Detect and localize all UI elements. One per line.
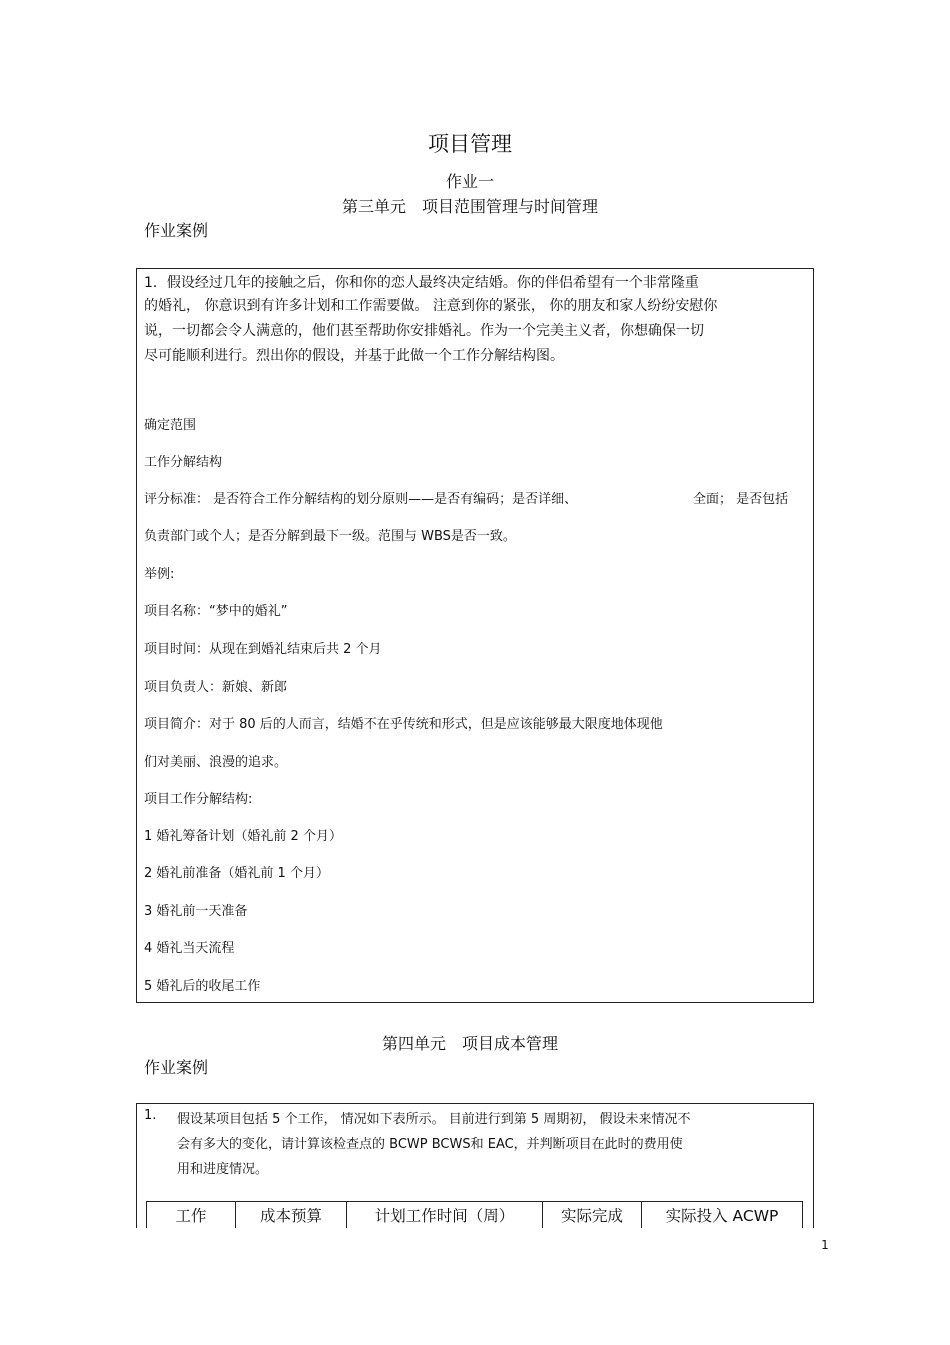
question-number: 1. — [144, 1108, 157, 1123]
criteria-line-1-end: 全面； 是否包括 — [693, 492, 789, 507]
project-owner: 项目负责人：新娘、新郎 — [144, 680, 288, 695]
table-header-cell: 工作 — [147, 1202, 236, 1229]
table-header-cell: 计划工作时间（周） — [347, 1202, 543, 1229]
question-line: 会有多大的变化，请计算该检查点的 BCWP BCWS和 EAC，并判断项目在此时的费用使 — [177, 1137, 683, 1152]
question-line: 用和进度情况。 — [177, 1162, 269, 1177]
unit3-title: 第三单元 项目范围管理与时间管理 — [341, 197, 598, 216]
case-box-unit3 — [136, 268, 814, 1003]
wbs-item: 4 婚礼当天流程 — [144, 941, 235, 956]
question-line: 的婚礼， 你意识到有许多计划和工作需要做。 注意到你的紧张， 你的朋友和家人纷纷安慰你 — [144, 298, 718, 314]
wbs-item: 2 婚礼前准备（婚礼前 1 个月） — [144, 866, 329, 881]
unit4-title: 第四单元 项目成本管理 — [381, 1034, 558, 1053]
table-header-row — [147, 1202, 803, 1229]
table-header-cell: 实际完成 — [543, 1202, 642, 1229]
project-name: 项目名称：“梦中的婚礼” — [144, 604, 288, 619]
project-time: 项目时间：从现在到婚礼结束后共 2 个月 — [144, 642, 382, 657]
question-line: 1．假设经过几年的接触之后，你和你的恋人最终决定结婚。你的伴侣希望有一个非常隆重 — [144, 275, 699, 291]
case-label: 作业案例 — [144, 1058, 209, 1077]
wbs-list-heading: 项目工作分解结构: — [144, 792, 253, 807]
table-header-cell: 成本预算 — [236, 1202, 347, 1229]
case-label: 作业案例 — [144, 221, 209, 240]
project-intro: 项目简介：对于 80 后的人而言，结婚不在乎传统和形式，但是应该能够最大限度地体现他 — [144, 717, 663, 732]
assignment-label: 作业一 — [445, 172, 494, 191]
wbs-item: 3 婚礼前一天准备 — [144, 904, 248, 919]
question-line: 说，一切都会令人满意的，他们甚至帮助你安排婚礼。作为一个完美主义者，你想确保一切 — [144, 323, 704, 339]
question-line: 假设某项目包括 5 个工作， 情况如下表所示。 目前进行到第 5 周期初， 假设未来情况不 — [177, 1112, 691, 1127]
document-title: 项目管理 — [428, 132, 512, 156]
project-intro-cont: 们对美丽、浪漫的追求。 — [144, 755, 288, 770]
table-header-cell: 实际投入 ACWP — [642, 1202, 803, 1229]
question-line: 尽可能顺利进行。烈出你的假设，并基于此做一个工作分解结构图。 — [144, 348, 564, 364]
criteria-line-2: 负责部门或个人；是否分解到最下一级。范围与 WBS是否一致。 — [144, 529, 516, 544]
example-label: 举例: — [144, 567, 175, 582]
page-number: 1 — [821, 1238, 829, 1252]
scope-heading: 确定范围 — [144, 418, 197, 433]
cost-table — [146, 1201, 803, 1228]
wbs-item: 1 婚礼筹备计划（婚礼前 2 个月） — [144, 829, 342, 844]
criteria-line-1: 评分标准： 是否符合工作分解结构的划分原则——是否有编码；是否详细、 — [144, 492, 578, 507]
wbs-heading: 工作分解结构 — [144, 455, 223, 470]
wbs-item: 5 婚礼后的收尾工作 — [144, 979, 261, 994]
